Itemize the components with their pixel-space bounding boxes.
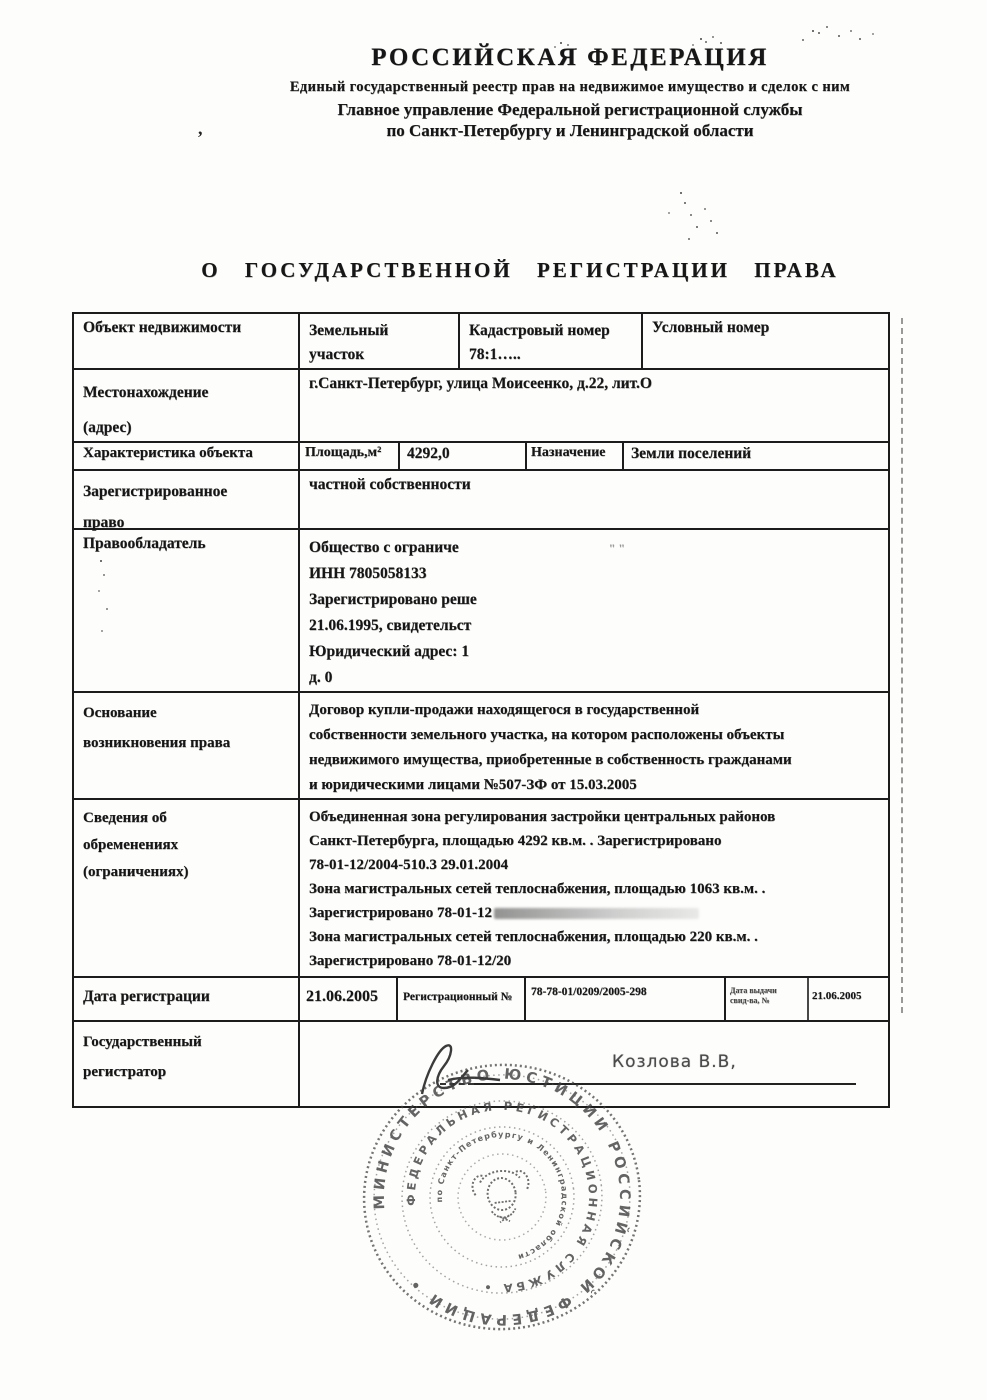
issue-date-value: 21.06.2005 <box>812 990 862 1002</box>
document-title: О ГОСУДАРСТВЕННОЙ РЕГИСТРАЦИИ ПРАВА <box>201 258 839 282</box>
row-right-holder <box>74 530 888 693</box>
object-type: Земельный участок <box>300 314 460 368</box>
document-header <box>140 44 987 141</box>
registered-right-value: частной собственности <box>309 476 471 493</box>
erased-text-trace: " " <box>608 541 626 555</box>
country-title: РОССИЙСКАЯ ФЕДЕРАЦИЯ <box>371 44 769 71</box>
registrar-name: Козлова В.В, <box>612 1052 737 1072</box>
registration-number-label: Регистрационный № <box>398 978 526 1020</box>
encumbrances-label: Сведения об обременениях (ограничениях) <box>74 800 300 976</box>
row-registered-right <box>74 471 888 530</box>
cadastral-number-cell: Кадастровый номер 78:1….. <box>460 314 643 368</box>
basis-value: Договор купли-продажи находящегося в государственной собственности земельного участка, на котором расположены объекты недвижимого имущества, приобретенные в собственность гражданами и юридическими лицами №507-ЗФ от 15.03.2005 <box>309 702 792 793</box>
svg-text:МИНИСТЕРСТВО ЮСТИЦИИ РОССИЙСКО <box>357 1052 647 1342</box>
svg-text:по Санкт-Петербургу и Ленингра <box>427 1121 576 1271</box>
characteristics-label: Характеристика объекта <box>74 443 300 469</box>
official-round-stamp <box>352 1052 652 1342</box>
row-basis <box>74 693 888 800</box>
stray-mark: , <box>198 118 203 138</box>
right-holder-label: Правообладатель <box>74 530 300 691</box>
row-object <box>74 314 888 370</box>
purpose-label: Назначение <box>527 443 624 469</box>
stamp-ring-inner-text: по Санкт-Петербургу и Ленинградской области <box>434 1129 570 1262</box>
conditional-number-cell: Условный номер <box>652 319 770 336</box>
scan-edge-line <box>901 318 903 1013</box>
scan-noise <box>680 192 682 194</box>
row-location <box>74 370 888 443</box>
registrar-label: Государственный регистратор <box>74 1022 300 1106</box>
authority-line2: по Санкт-Петербургу и Ленинградской области <box>386 121 754 140</box>
row-characteristics <box>74 443 888 471</box>
scan-noise <box>700 38 702 40</box>
right-holder-value: Общество с ограниче " " ИНН 7805058133 Зарегистрировано реше 21.06.1995, свидетельст Юридический адрес: 1 д. 0 <box>309 539 626 686</box>
stamp-ring-outer-text: МИНИСТЕРСТВО ЮСТИЦИИ РОССИЙСКОЙ ФЕДЕРАЦИИ • <box>371 1066 633 1328</box>
stamp-ring-middle-text: ФЕДЕРАЛЬНАЯ РЕГИСТРАЦИОННАЯ СЛУЖБА • <box>403 1098 601 1296</box>
object-label: Объект недвижимости <box>74 314 300 368</box>
row-encumbrances <box>74 800 888 978</box>
registry-line: Единый государственный реестр прав на недвижимое имущество и сделок с ним <box>289 79 851 95</box>
row-registration <box>74 978 888 1022</box>
location-value: г.Санкт-Петербург, улица Моисеенко, д.22, лит.О <box>309 375 652 392</box>
area-label: Площадь,м² <box>300 443 400 469</box>
location-label: Местонахождение (адрес) <box>74 370 300 441</box>
registration-date-value: 21.06.2005 <box>300 978 398 1020</box>
basis-label: Основание возникновения права <box>74 693 300 798</box>
scan-noise <box>812 30 814 32</box>
certificate-table <box>72 312 890 1108</box>
registration-number-value: 78-78-01/0209/2005-298 <box>526 978 726 1020</box>
svg-text:ФЕДЕРАЛЬНАЯ РЕГИСТРАЦИОННАЯ СЛ <box>393 1088 612 1307</box>
authority-line1: Главное управление Федеральной регистрационной службы <box>337 100 803 119</box>
eagle-emblem <box>471 1168 533 1225</box>
encumbrances-value: Объединенная зона регулирования застройки центральных районов Санкт-Петербурга, площадью 4292 кв.м. . Зарегистрировано 78-01-12/2004-510.3 29.01.2004 Зона магистральных сетей теплоснабжения, площадью 1063 кв.м. . Зарегистрировано 78-01-12 Зона магистральных сетей теплоснабжения, площадью 220 кв.м. . Зарегистрировано 78-01-12/20 <box>309 809 776 969</box>
registered-right-label: Зарегистрированное право <box>74 471 300 528</box>
area-value: 4292,0 <box>400 443 527 469</box>
smudged-text <box>494 908 699 919</box>
purpose-value: Земли поселений <box>631 445 752 462</box>
registration-date-label: Дата регистрации <box>74 978 300 1020</box>
issue-label: Дата выдачи свид-ва, № <box>726 978 809 1020</box>
